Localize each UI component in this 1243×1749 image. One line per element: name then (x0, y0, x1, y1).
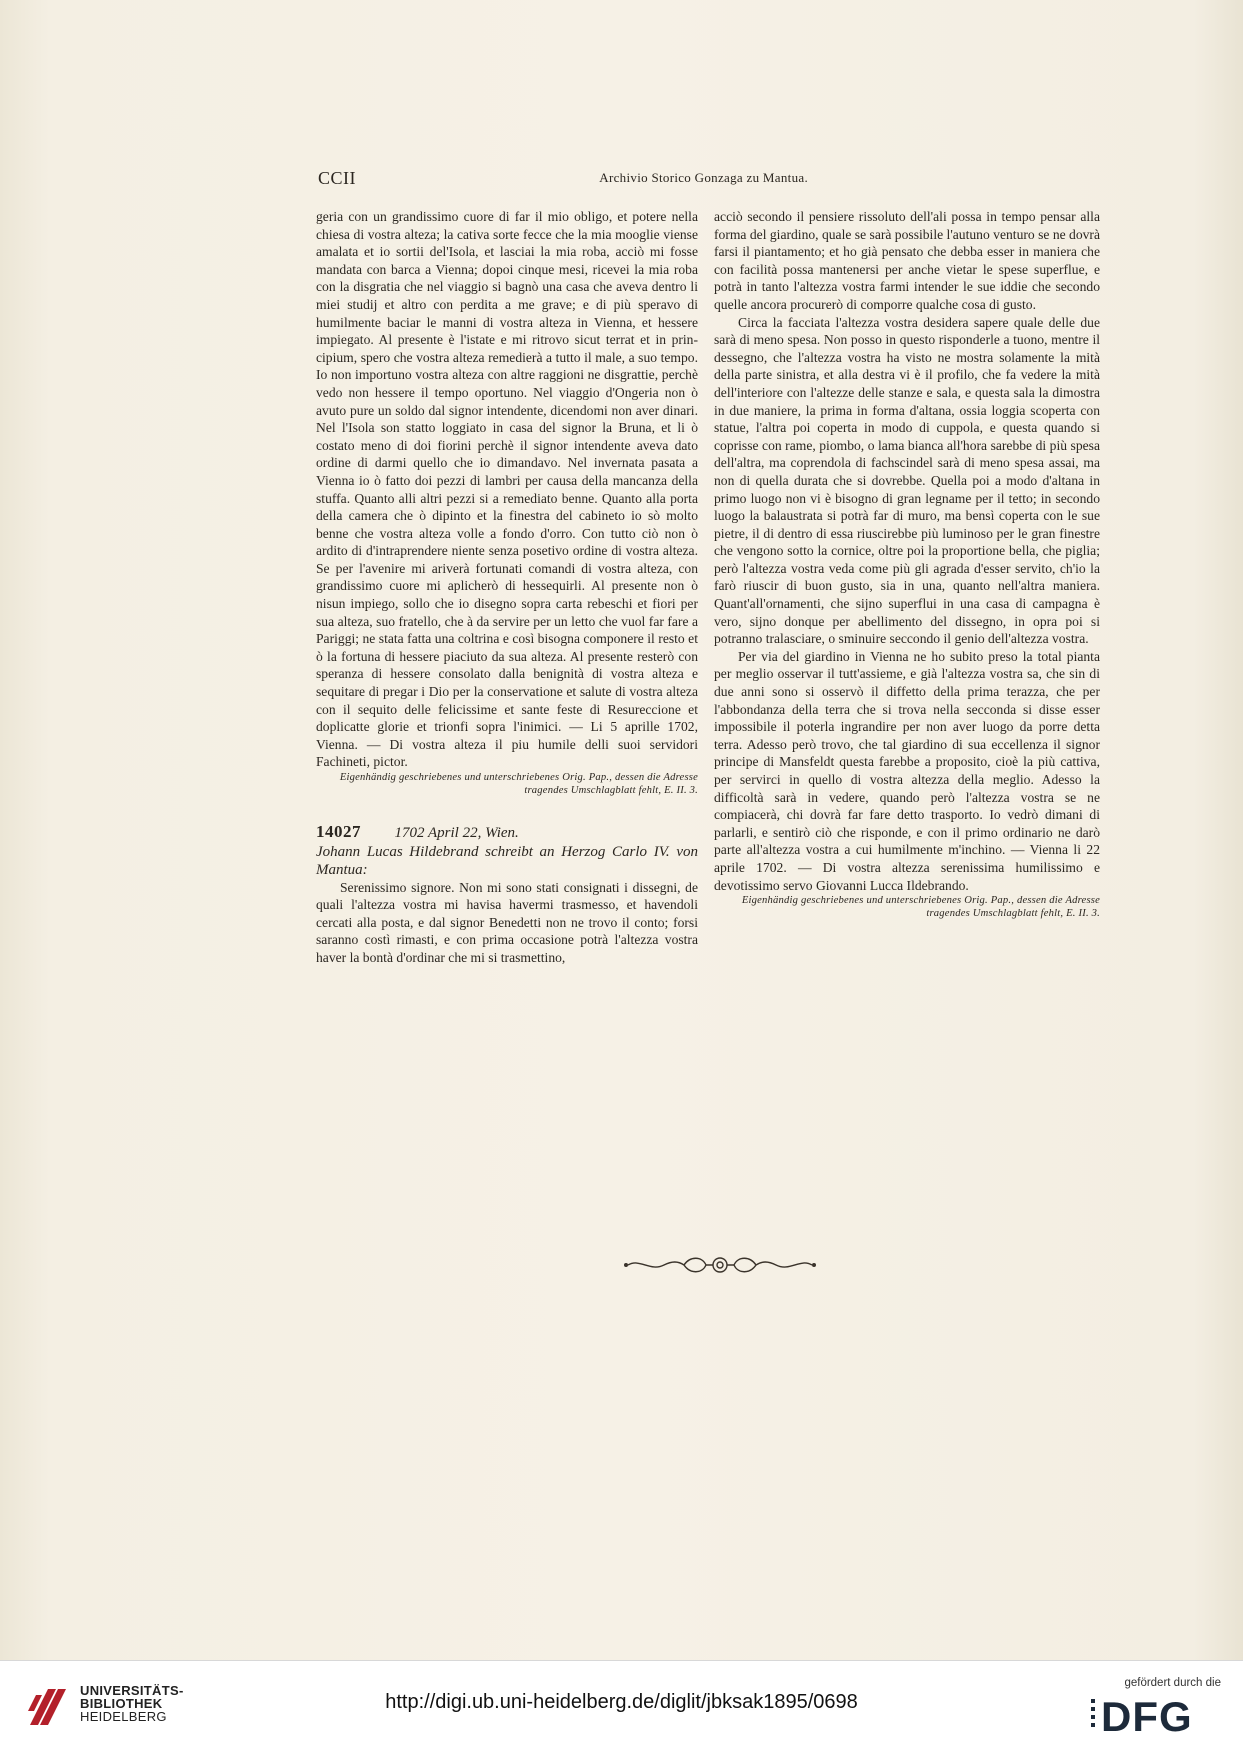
entry-text: Serenissimo signore. Non mi sono stati consignati i dissegni, de quali l'altezza vostra mi havisa havermi trasmesso, et havendoli cercati alla posta, e dal signor Benedetti non ne trovo il conto; forsi saranno costì rimasti, e con prima occasione potrà l'altezza vostra haver la bontà d'ordinar che mi si trasmettino, (316, 879, 698, 965)
dfg-logo-icon (1091, 1695, 1223, 1735)
paragraph: Per via del giardino in Vienna ne ho subito preso la total pianta per meglio osservar il tutt'assieme, e già l'altezza vostra sa, che sin di due anni sono si osservò il diffetto della prima terazza, che per l'abbondanza della terra che si trova nella secconda si disse esser impossibile il poterla ingrandire per non aver luogo da porre detta terra. Adesso però trovo, che tal giardino di sua eccellenza il signor principe di Mansfeldt questa farebbe a proposito, cioè la più cattiva, per servirci in quello di vostra altezza della meglio. Adesso la difficoltà sarà in vedere, quando però l'altezza vostra se ne compiacerà, chi dovrà far fare detto trasporto. Io vedrò dimani di parlarli, e sentirò ciò che risponde, e con il primo ordinario ne darò parte all'altezza vostra a cui humilmente m'inchino. — Vienna li 22 aprile 1702. — Di vostra altezza serenissima humilissimo e devotissimo servo Giovanni Lucca Ildebrando. (714, 648, 1100, 893)
paragraph: Circa la facciata l'altezza vostra desidera sapere quale delle due sarà di meno spesa. Non posso in questo risponderle a tuono, mentre il dessegno, che l'altezza vostra ha visto ne mostra solamente la mità della parte sinistra, et alla destra vi è il profilo, che fa vedere la mità dell'interiore con l'altezze delle stanze e sala, e questa sala la dimostra in due maniere, la prima in forma d'altana, ossia loggia scoperta con statue, l'altra poi coperta in modo di cuppola, e questa quando si coprisse con rame, piombo, o lama bianca all'hora sarebbe di più spesa dell'altra, ma coprendola di fachscindel sarà di meno spesa assai, ma non di quella durata che si dovrebbe. Quella poi a modo d'altana in primo luogo non vi è bisogno di gran legname per il tetto; in secondo luogo la balaustrata si potrà far di muro, ma bensì coperta con le sue pietre, il di dentro di essa riuscirebbe più luminoso per le gran finestre che vengono sotto la cornice, oltre poi la proportione bella, che piglia; però l'altezza vostra veda come più gli agrada d'esser servito, ch'io la farò riuscir di buon gusto, sia in una, quanto nell'altra maniera. Quant'all'ornamenti, che sijno superflui in una casa di campagna è vero, sijno donque per abellimento del dissegno, in opra poi si potranno tralasciare, o sminuire seccondo il genio dell'altezza vostra. (714, 314, 1100, 647)
funding-label: gefördert durch die (1124, 1677, 1221, 1689)
entry-heading (316, 823, 698, 843)
dfg-logo-text: DFG (1101, 1695, 1193, 1735)
page-header (318, 166, 808, 190)
library-name-line: UNIVERSITÄTS- (80, 1683, 184, 1698)
library-name-line: BIBLIOTHEK (80, 1696, 163, 1711)
page-number: CCII (318, 168, 356, 188)
entry-subheading: Johann Lucas Hildebrand schreibt an Herzog Carlo IV. von Mantua: (316, 843, 698, 878)
running-title: Archivio Storico Gonzaga zu Mantua. (599, 170, 808, 185)
permalink-url[interactable]: http://digi.ub.uni-heidelberg.de/diglit/jbksak1895/0698 (385, 1691, 858, 1713)
source-note: Eigenhändig geschriebenes und unterschriebenes Orig. Pap., dessen die Adresse tragendes Umschlagblatt fehlt, E. II. 3. (339, 772, 698, 796)
library-name-line: HEIDELBERG (80, 1709, 167, 1724)
right-column (714, 208, 1100, 920)
entry-number: 14027 (316, 822, 361, 841)
source-note: Eigenhändig geschriebenes und unterschriebenes Orig. Pap., dessen die Adresse tragendes Umschlagblatt fehlt, E. II. 3. (741, 895, 1100, 920)
letter-text: geria con un grandissimo cuore di far il mio obligo, et potere nella chiesa di vostra alteza; la cativa sorte fecce che la mia mooglie viense amalata et io sortii del'Isola, et lasciai la mia roba, acciò mi fosse mandata con barca a Vienna; dopoi cinque mesi, ricevei la mia roba con la disgratia che nel viaggio si bagnò una casa che aveva dentro li miei studij et altro con perdita a me grave; e di più speravo di humilmente baciar le manni di vostra alteza in Vienna, et hessere impiegato. Al presente è l'istate e mi ritrovo sicut terrat et in principium, spero che vostra alteza remedierà a tutto il male, a suo tempo. Io non importuno vostra alteza con altre raggioni ne disgrattie, perchè vedo non hessere il tempo oportuno. Nel viaggio d'Ongeria non ò avuto pure un soldo dal signor intendente, dicendomi non aver dinari. Nel l'Isola son statto loggiato in casa del signor la Bruna, et li ò costato meno di doi fiorini perchè il signor intendente aveva dato ordine di darmi quello che io dimandavo. Nel invernata pasata a Vienna io ò fatto doi pezzi di lambri per causa della mancanza della stuffa. Quanto alli altri pezzi si a remediato benne. Quanto alla porta della camera che ò dipinto et la finestra del cabineto io sò molto benne che vostra alteza volle a fondo d'orro. Con tutto ciò non ò ardito di d'intraprendere niente senza posetivo ordine di vostra alteza. Se per l'avenire mi ariverà fortunati comandi di vostra alteza, con grandissimo cuore mi aplicherò di hessequirli. Al presente non ò nisun impiego, sollo che io disegno sopra carta rebeschi et fiori per sua alteza, suo fratello, che à da servire per un letto che vuol far fare a Pariggi; ne stata fatta una coltrina e così bisogna componere il resto et ò la fortuna di hessere piaciuto da sua alteza. Al presente resterò con speranza di hessere consolato dalla benignità di vostra alteza e sequitare di pregar i Dio per la conservatione et salute di vostra alteza con il sequito delle felicissime et sante feste di Resureccione et doplicatte glorie et trionfi sopra l'inimici. — Li 5 aprille 1702, Vienna. — Di vostra alteza il piu humile delli suoi servidori Fachineti, pictor. (316, 209, 698, 770)
paragraph: acciò secondo il pensiere rissoluto dell'ali possa in tempo pensar alla forma del giardino, quale se sarà possibile l'autuno venturo se ne dovrà farsi il piantamento; et ho già pensato che debba esser in maniera che con facilità possa mantenersi per anche vietar le spese superflue, e potrà in tanto l'altezza vostra farmi intender le sue iddie che secondo quelle ancora procurerò di comporre qualche cosa di gusto. (714, 209, 1100, 312)
digitization-footer (0, 1660, 1243, 1749)
left-column (316, 208, 698, 967)
entry-date: 1702 April 22, Wien. (394, 825, 519, 841)
ornament-divider-icon (620, 1252, 820, 1278)
